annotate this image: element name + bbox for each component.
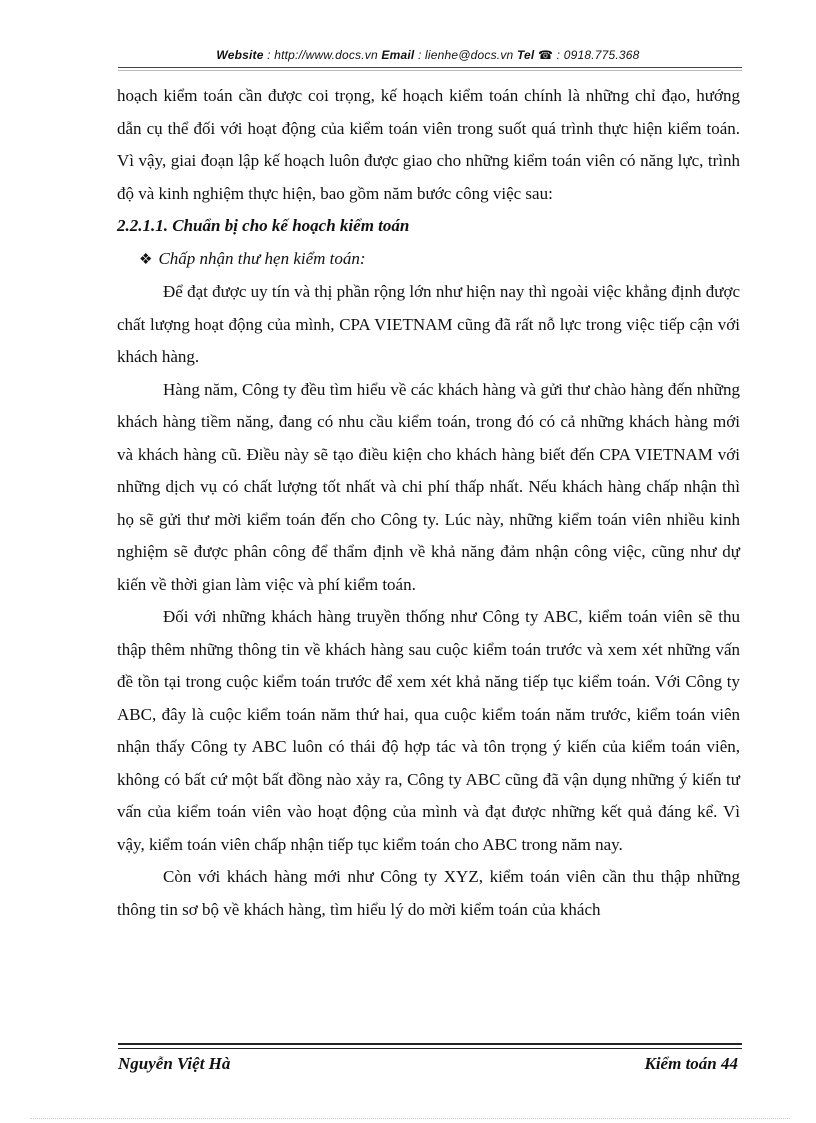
page-header	[118, 48, 738, 62]
bullet-item	[117, 243, 740, 277]
email-label: Email	[381, 48, 415, 62]
tel-value: : 0918.775.368	[553, 48, 640, 62]
phone-icon: ☎	[537, 48, 554, 62]
page-body	[117, 80, 740, 926]
page-footer	[118, 1054, 738, 1074]
footer-divider	[118, 1043, 742, 1045]
diamond-bullet-icon: ❖	[139, 251, 153, 268]
bullet-text: Chấp nhận thư hẹn kiểm toán:	[158, 248, 366, 268]
header-divider	[118, 67, 742, 68]
page-edge-dotted-line	[30, 1118, 790, 1119]
footer-divider-secondary	[118, 1048, 742, 1049]
website-value: : http://www.docs.vn	[263, 48, 382, 62]
tel-label: Tel	[516, 48, 535, 62]
section-heading: 2.2.1.1. Chuẩn bị cho kế hoạch kiểm toán	[117, 216, 410, 235]
paragraph: Còn với khách hàng mới như Công ty XYZ, kiểm toán viên cần thu thập những thông tin sơ bộ về khách hàng, tìm hiểu lý do mời kiểm toán của khách	[117, 867, 740, 919]
paragraph: Hàng năm, Công ty đều tìm hiểu về các khách hàng và gửi thư chào hàng đến những khách hàng tiềm năng, đang có nhu cầu kiểm toán, trong đó có cả những khách hàng mới và khách hàng cũ. Điều này sẽ tạo điều kiện cho khách hàng biết đến CPA VIETNAM với những dịch vụ có chất lượng tốt nhất và chi phí thấp nhất. Nếu khách hàng chấp nhận thì họ sẽ gửi thư mời kiểm toán đến cho Công ty. Lúc này, những kiểm toán viên nhiều kinh nghiệm sẽ được phân công để thẩm định về khả năng đảm nhận công việc, cũng như dự kiến về thời gian làm việc và phí kiểm toán.	[117, 379, 740, 594]
paragraph: Để đạt được uy tín và thị phần rộng lớn như hiện nay thì ngoài việc khẳng định được chất lượng hoạt động của mình, CPA VIETNAM cũng đã rất nỗ lực trong việc tiếp cận với khách hàng.	[117, 282, 740, 366]
paragraph-continuation: hoạch kiểm toán cần được coi trọng, kế hoạch kiểm toán chính là những chỉ đạo, hướng dẫn cụ thể đối với hoạt động của kiểm toán viên trong suốt quá trình thực hiện kiểm toán. Vì vậy, giai đoạn lập kế hoạch luôn được giao cho những kiểm toán viên có năng lực, trình độ và kinh nghiệm thực hiện, bao gồm năm bước công việc sau:	[117, 86, 740, 203]
email-value: : lienhe@docs.vn	[414, 48, 517, 62]
footer-author: Nguyễn Việt Hà	[118, 1054, 231, 1073]
paragraph: Đối với những khách hàng truyền thống như Công ty ABC, kiểm toán viên sẽ thu thập thêm những thông tin về khách hàng sau cuộc kiểm toán trước và xem xét những vấn đề tồn tại trong cuộc kiểm toán trước để xem xét khả năng tiếp tục kiểm toán. Với Công ty ABC, đây là cuộc kiểm toán năm thứ hai, qua cuộc kiểm toán năm trước, kiểm toán viên nhận thấy Công ty ABC luôn có thái độ hợp tác và tôn trọng ý kiến của kiểm toán viên, không có bất cứ một bất đồng nào xảy ra, Công ty ABC cũng đã vận dụng những ý kiến tư vấn của kiểm toán viên vào hoạt động của mình và đạt được những kết quả đáng kể. Vì vậy, kiểm toán viên chấp nhận tiếp tục kiểm toán cho ABC trong năm nay.	[117, 607, 740, 854]
website-label: Website	[216, 48, 264, 62]
header-divider-secondary	[118, 70, 742, 71]
footer-page-label: Kiểm toán 44	[644, 1054, 738, 1073]
